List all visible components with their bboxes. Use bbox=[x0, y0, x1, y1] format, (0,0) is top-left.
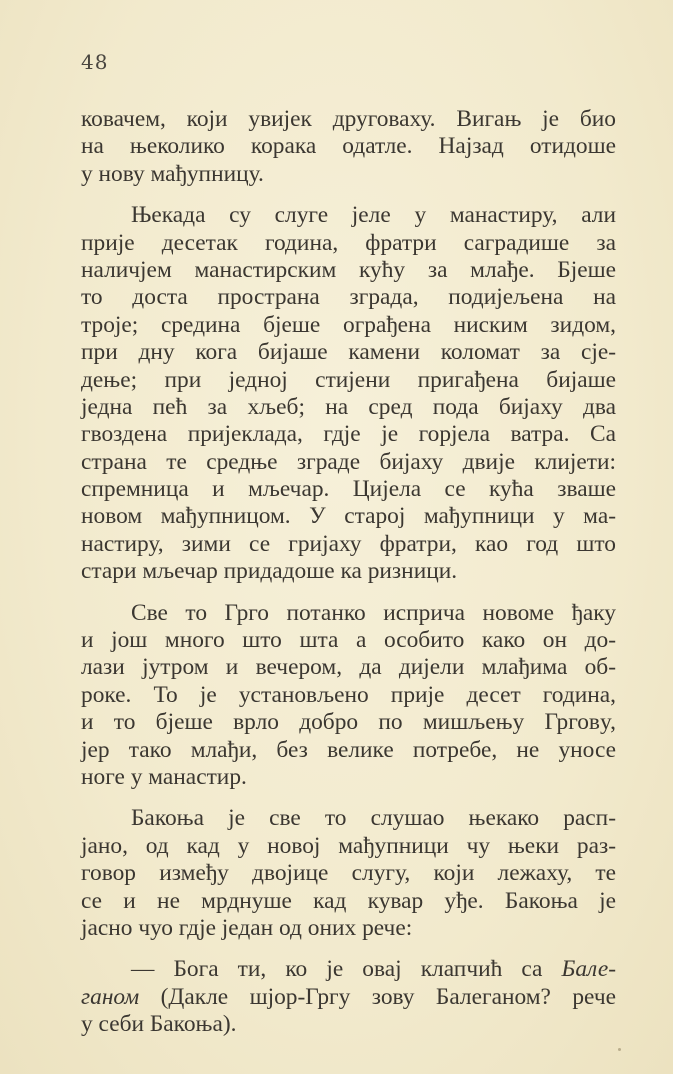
text-line: јасно чуо гдје један од оних рече: bbox=[81, 914, 413, 941]
text-line: једна пећ за хљеб; на сред пода бијаху два bbox=[81, 393, 616, 420]
text-line: Све то Грго потанко исприча новоме ђаку bbox=[131, 599, 616, 626]
text-segment: — Бога ти, ко је овај клапчић са bbox=[131, 956, 562, 983]
text-line: јер тако млађи, без велике потребе, не уносе bbox=[81, 736, 616, 763]
body-text bbox=[81, 106, 616, 1053]
paragraph-5 bbox=[81, 956, 616, 1038]
paragraph-1 bbox=[81, 106, 616, 188]
text-line: говор између двојице слугу, који лежаху, те bbox=[81, 860, 616, 887]
paragraph-3 bbox=[81, 600, 616, 792]
text-line bbox=[81, 956, 616, 983]
text-line: на њеколико корака одатле. Најзад отидоше bbox=[81, 133, 616, 160]
text-line: јано, од кад у новој мађупници чу њеки раз- bbox=[81, 832, 616, 859]
text-line: прије десетак година, фратри саградише за bbox=[81, 229, 616, 256]
text-line: дење; при једној стијени пригађена бијаше bbox=[81, 366, 616, 393]
text-line: ноге у манастир. bbox=[81, 763, 247, 790]
text-line: новом мађупницом. У старој мађупници у ма- bbox=[81, 503, 616, 530]
text-line: и то бјеше врло добро по мишљењу Грговy, bbox=[81, 709, 616, 736]
text-line: и још много што шта а особито како он до- bbox=[81, 627, 616, 654]
text-segment: (Дакле шјор-Гргу зову Балеганом? рече bbox=[139, 983, 616, 1010]
page-number: 48 bbox=[81, 50, 109, 74]
text-line: гвоздена пријеклада, гдје је горјела ватра. Са bbox=[81, 421, 616, 448]
text-line: ковачем, који увијек друговаху. Вигањ је био bbox=[81, 106, 616, 132]
text-line: то доста пространа зграда, подијељена на bbox=[81, 284, 616, 311]
text-line: се и не мрднуше кад кувар уђе. Бакоња је bbox=[81, 887, 616, 914]
text-line: лази јутром и вечером, да дијели млађима об- bbox=[81, 654, 616, 681]
text-line: у себи Бакоња). bbox=[81, 1011, 237, 1038]
text-line: у нову мађупницу. bbox=[81, 160, 264, 187]
paragraph-2 bbox=[81, 202, 616, 585]
italic-name: Бале- bbox=[561, 956, 616, 983]
paragraph-4 bbox=[81, 805, 616, 942]
text-line: настиру, зими се гријаху фратри, као год што bbox=[81, 530, 616, 557]
text-line: спремница и мљечар. Цијела се кућа зваше bbox=[81, 476, 616, 503]
text-line: Бакоња је све то слушао њекако расп- bbox=[131, 805, 616, 832]
paper-fleck bbox=[618, 1048, 621, 1051]
text-line: стари мљечар придадоше ка ризници. bbox=[81, 558, 458, 585]
text-line: наличјем манастирским кућу за млађе. Бјеше bbox=[81, 256, 616, 283]
text-line: при дну кога бијаше камени коломат за сје- bbox=[81, 339, 616, 366]
italic-name: ганом bbox=[81, 983, 140, 1010]
text-line: троје; средина бјеше ограђена ниским зидом, bbox=[81, 311, 616, 338]
text-line: страна те средње зграде бијаху двије клијети: bbox=[81, 448, 616, 475]
text-line bbox=[81, 984, 616, 1011]
text-line: Њекада су слуге јеле у манастиру, али bbox=[131, 202, 616, 229]
text-line: роке. То је установљено прије десет година, bbox=[81, 681, 616, 708]
